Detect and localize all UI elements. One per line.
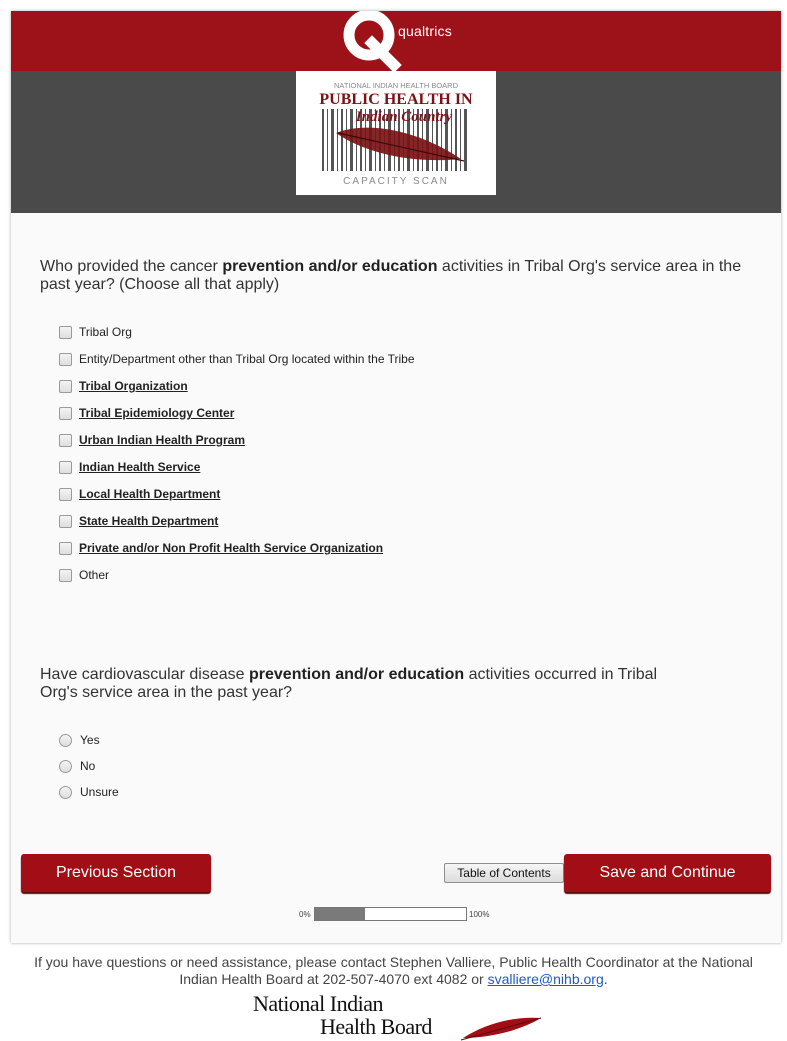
choice-label[interactable]: Local Health Department — [79, 487, 221, 501]
choice-label[interactable]: Urban Indian Health Program — [79, 433, 246, 447]
question-1-text-after: activities in Tribal Org's service area in the past year? (Choose all that apply) — [40, 258, 742, 293]
question-1-text — [40, 258, 752, 294]
feather-icon — [455, 990, 545, 1041]
nihb-logo-line1: National Indian — [253, 991, 383, 1016]
progress-fill — [315, 908, 365, 920]
progress-bar — [11, 907, 781, 923]
q1-choice-tribal-organization[interactable] — [59, 377, 188, 395]
checkbox[interactable] — [59, 380, 72, 393]
question-1-text-bold: prevention and/or education — [222, 258, 438, 275]
checkbox[interactable] — [59, 353, 72, 366]
q2-choice-yes[interactable] — [59, 731, 100, 749]
checkbox[interactable] — [59, 488, 72, 501]
survey-card — [11, 11, 781, 943]
checkbox[interactable] — [59, 407, 72, 420]
q1-choice-private-nonprofit[interactable] — [59, 539, 383, 557]
qualtrics-logo — [342, 11, 472, 71]
choice-label[interactable]: Tribal Organization — [79, 379, 188, 393]
survey-banner — [11, 71, 781, 213]
choice-label: Entity/Department other than Tribal Org located within the Tribe — [79, 352, 415, 366]
qualtrics-wordmark: qualtrics — [398, 23, 452, 39]
checkbox[interactable] — [59, 515, 72, 528]
q1-choice-local-health-department[interactable] — [59, 485, 220, 503]
nihb-logo — [250, 990, 550, 1041]
banner-title: PUBLIC HEALTH IN — [319, 91, 473, 108]
radio-button[interactable] — [59, 734, 72, 747]
save-and-continue-button[interactable]: Save and Continue — [564, 854, 771, 892]
radio-button[interactable] — [59, 786, 72, 799]
q1-choice-urban-indian-health-program[interactable] — [59, 431, 245, 449]
choice-label: Other — [79, 568, 110, 582]
choice-label[interactable]: Tribal Epidemiology Center — [79, 406, 235, 420]
banner-org-line: NATIONAL INDIAN HEALTH BOARD — [333, 81, 459, 90]
footer-contact-text — [20, 954, 767, 988]
choice-label: Unsure — [80, 785, 119, 799]
checkbox[interactable] — [59, 434, 72, 447]
q2-choice-unsure[interactable] — [59, 783, 119, 801]
checkbox[interactable] — [59, 461, 72, 474]
footer-text-before: If you have questions or need assistance, please contact Stephen Valliere, Public Health Coordinator at the National Indian Health Board at 202-507-4070 ext 4082 or — [34, 954, 753, 987]
capacity-scan-logo — [296, 71, 496, 195]
progress-end-label: 100% — [469, 910, 490, 919]
choice-label[interactable]: State Health Department — [79, 514, 219, 528]
question-2-text-before: Have cardiovascular disease — [40, 666, 249, 683]
choice-label[interactable]: Indian Health Service — [79, 460, 201, 474]
banner-subtitle: CAPACITY SCAN — [343, 176, 449, 187]
choice-label[interactable]: Private and/or Non Profit Health Service Organization — [79, 541, 384, 555]
previous-section-button[interactable]: Previous Section — [21, 854, 211, 892]
feather-barcode-icon — [296, 71, 496, 195]
banner-script-title: Indian Country — [355, 109, 453, 125]
footer-email-link[interactable]: svalliere@nihb.org — [487, 971, 604, 987]
question-2-text-bold: prevention and/or education — [249, 666, 465, 683]
checkbox[interactable] — [59, 326, 72, 339]
progress-track — [314, 907, 467, 921]
q1-choice-entity-department[interactable] — [59, 350, 415, 368]
choice-label: Tribal Org — [79, 325, 132, 339]
q1-choice-tribal-org[interactable] — [59, 323, 132, 341]
question-1-text-before: Who provided the cancer — [40, 258, 223, 275]
footer-text-after: . — [603, 971, 608, 987]
question-2-text — [40, 666, 670, 702]
q1-choice-other[interactable] — [59, 566, 109, 584]
qualtrics-q-icon — [342, 11, 402, 71]
checkbox[interactable] — [59, 569, 72, 582]
checkbox[interactable] — [59, 542, 72, 555]
q2-choice-no[interactable] — [59, 757, 95, 775]
question-2-text-after: activities occurred in Tribal Org's service area in the past year? — [40, 666, 658, 701]
progress-start-label: 0% — [299, 910, 311, 919]
choice-label: No — [80, 759, 96, 773]
choice-label: Yes — [80, 733, 100, 747]
nihb-logo-line2: Health Board — [320, 1014, 432, 1039]
q1-choice-indian-health-service[interactable] — [59, 458, 200, 476]
brand-header — [11, 11, 781, 71]
table-of-contents-button[interactable]: Table of Contents — [444, 863, 564, 883]
q1-choice-tribal-epidemiology-center[interactable] — [59, 404, 234, 422]
radio-button[interactable] — [59, 760, 72, 773]
q1-choice-state-health-department[interactable] — [59, 512, 218, 530]
